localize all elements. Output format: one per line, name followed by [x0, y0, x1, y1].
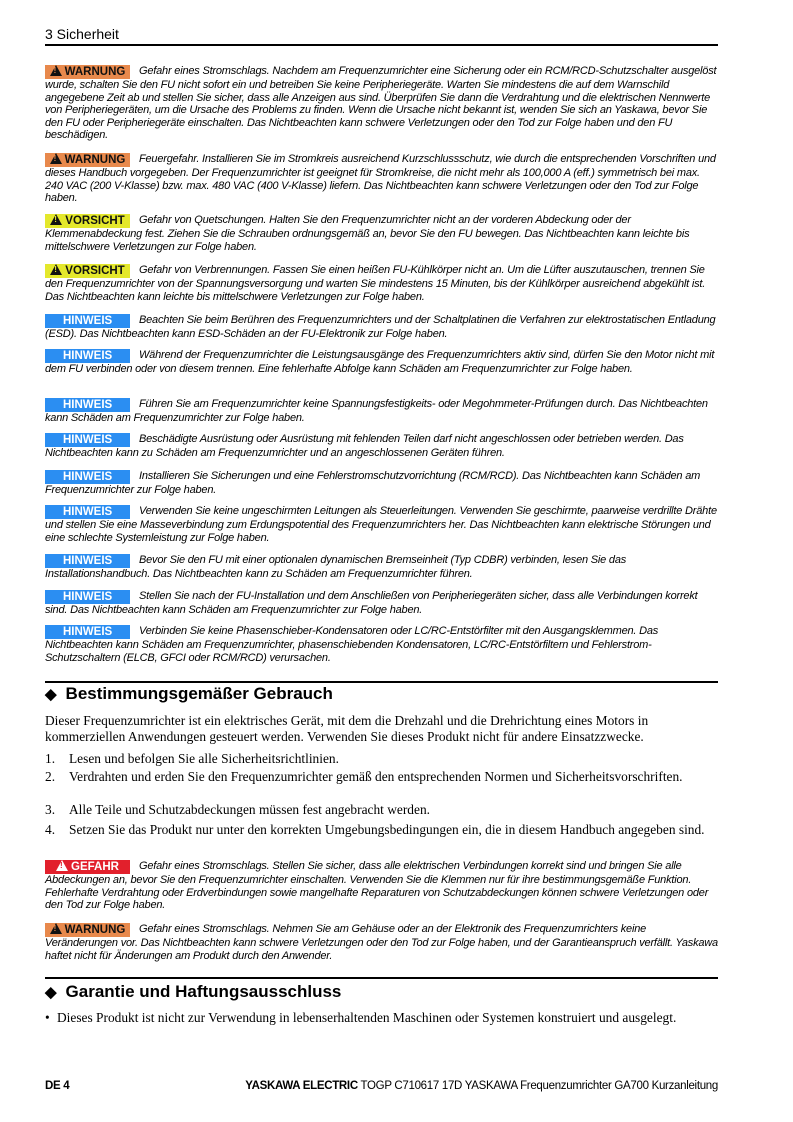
notice-caution	[45, 214, 718, 253]
notice-warn	[45, 923, 718, 962]
warn-label	[45, 923, 130, 937]
notice-note	[45, 433, 718, 460]
label-text: GEFAHR	[71, 861, 119, 873]
label-text: HINWEIS	[63, 434, 113, 446]
diamond-icon: ◆	[45, 686, 57, 703]
notice-note	[45, 314, 718, 341]
note-label	[45, 314, 130, 328]
warning-triangle-icon	[56, 860, 68, 871]
label-text: HINWEIS	[63, 399, 113, 411]
list-number: 1.	[45, 751, 56, 766]
label-text: HINWEIS	[63, 506, 113, 518]
note-label	[45, 349, 130, 363]
bullet-text: Dieses Produkt ist nicht zur Verwendung in lebenserhaltenden Maschinen oder Systemen konstruiert und ausgelegt.	[57, 1010, 677, 1025]
notice-note	[45, 590, 718, 617]
chapter-header: 3 Sicherheit	[45, 26, 119, 42]
bullet-item	[45, 1010, 707, 1026]
caution-label	[45, 264, 130, 278]
label-text: VORSICHT	[65, 265, 125, 277]
notice-text: Bevor Sie den FU mit einer optionalen dynamischen Bremseinheit (Typ CDBR) verbinden, lesen Sie das Installationshandbuch. Das Nichtbeachten kann zu Schäden am Frequenzumrichter führen.	[45, 554, 627, 580]
list-text: Lesen und befolgen Sie alle Sicherheitsrichtlinien.	[69, 751, 339, 766]
note-label	[45, 398, 130, 412]
list-text: Alle Teile und Schutzabdeckungen müssen fest angebracht werden.	[69, 802, 430, 817]
list-number: 3.	[45, 802, 56, 817]
notice-note	[45, 470, 718, 497]
list-item	[45, 822, 709, 838]
warning-triangle-icon	[50, 65, 62, 76]
notice-text: Gefahr eines Stromschlags. Nachdem am Frequenzumrichter eine Sicherung oder ein RCM/RCD-Schutzschalter ausgelöst wurde, schalten Sie den FU nicht sofort ein und betreiben Sie keine Peripheriegeräte. Warten Sie mindestens die auf dem Warnschild angegebene Zeit ab und stellen Sie sicher, dass alle Anzeigen aus sind. Überprüfen Sie dann die Verdrahtung und die elektrischen Nennwerte von Peripheriegeräten, um die Ursache des Problems zu finden. Wenn die Ursache nicht bekannt ist, wenden Sie sich an Yaskawa, bevor Sie den FU oder Peripheriegeräte einschalten. Das Nichtbeachten kann schwere Verletzungen oder den Tod zur Folge haben und den FU beschädigen.	[45, 65, 717, 142]
note-label	[45, 625, 130, 639]
label-text: HINWEIS	[63, 591, 113, 603]
notice-warn	[45, 65, 718, 142]
list-item	[45, 751, 709, 767]
notice-note	[45, 505, 718, 544]
warn-label	[45, 153, 130, 167]
notice-danger	[45, 860, 718, 912]
warning-triangle-icon	[50, 923, 62, 934]
label-text: HINWEIS	[63, 555, 113, 567]
bullet-icon: •	[45, 1010, 50, 1025]
header-rule	[45, 44, 718, 46]
note-label	[45, 470, 130, 484]
notice-text: Stellen Sie nach der FU-Installation und dem Anschließen von Peripheriegeräten sicher, dass alle Verbindungen korrekt sind. Das Nichtbeachten kann Schäden am Frequenzumrichter zur Folge haben.	[45, 590, 698, 616]
notice-text: Beschädigte Ausrüstung oder Ausrüstung mit fehlenden Teilen darf nicht angeschlossen oder betrieben werden. Das Nichtbeachten kann zu Schäden am Frequenzumrichter und an angeschlossenen Geräten führen.	[45, 433, 684, 459]
notice-text: Installieren Sie Sicherungen und eine Fehlerstromschutzvorrichtung (RCM/RCD). Das Nichtbeachten kann Schäden am Frequenzumrichter zur Folge haben.	[45, 470, 701, 496]
footer-brand: YASKAWA ELECTRIC	[245, 1080, 358, 1092]
page-number: DE 4	[45, 1080, 70, 1092]
label-text: WARNUNG	[64, 66, 126, 78]
note-label	[45, 505, 130, 519]
note-label	[45, 590, 130, 604]
label-text: HINWEIS	[63, 626, 113, 638]
label-text: WARNUNG	[64, 154, 126, 166]
notice-text: Gefahr von Quetschungen. Halten Sie den Frequenzumrichter nicht an der vorderen Abdeckung oder der Klemmenabdeckung fest. Ziehen Sie die Schrauben ordnungsgemäß an, bevor Sie den FU bewegen. Das Nichtbeachten kann leichte bis mittelschwere Verletzungen zur Folge haben.	[45, 214, 690, 253]
list-number: 4.	[45, 822, 56, 837]
notice-warn	[45, 153, 718, 205]
label-text: WARNUNG	[64, 924, 126, 936]
notice-text: Feuergefahr. Installieren Sie im Stromkreis ausreichend Kurzschlussschutz, wie durch die entsprechenden Vorschriften und dieses Handbuch vorgegeben. Der Frequenzumrichter ist geeignet für Stromkreise, die nicht mehr als 100,000 A (eff.) symmetrisch bei max. 240 VAC (200 V-Klasse) bzw. max. 480 VAC (400 V-Klasse) liefern. Das Nichtbeachten kann schwere Verletzungen oder den Tod zur Folge haben.	[45, 153, 716, 205]
notice-text: Gefahr eines Stromschlags. Nehmen Sie am Gehäuse oder an der Elektronik des Frequenzumrichters keine Veränderungen vor. Das Nichtbeachten kann schwere Verletzungen oder den Tod zur Folge haben, und der Garantieanspruch verfällt. Yaskawa haftet nicht für Änderungen am Produkt durch den Anwender.	[45, 923, 718, 962]
list-item	[45, 802, 709, 818]
note-label	[45, 433, 130, 447]
notice-note	[45, 625, 718, 664]
label-text: VORSICHT	[65, 215, 125, 227]
notice-text: Verbinden Sie keine Phasenschieber-Kondensatoren oder LC/RC-Entstörfilter mit den Ausgangsklemmen. Das Nichtbeachten kann Schäden am Frequenzumrichter, phasenschiebenden Kondensatoren, LC/RC-Entstörfiltern und Fehlerstrom-Schutzschaltern (ELCB, GFCI oder RCM/RCD) verursachen.	[45, 625, 659, 664]
list-text: Verdrahten und erden Sie den Frequenzumrichter gemäß den entsprechenden Normen und Sicherheitsvorschriften.	[69, 769, 683, 784]
note-label	[45, 554, 130, 568]
section-title: Garantie und Haftungsausschluss	[65, 982, 342, 1001]
warn-label	[45, 65, 130, 79]
label-text: HINWEIS	[63, 350, 113, 362]
caution-label	[45, 214, 130, 228]
footer-doc-info	[245, 1080, 718, 1092]
list-number: 2.	[45, 769, 56, 784]
warning-triangle-icon	[50, 264, 62, 275]
notice-text: Beachten Sie beim Berühren des Frequenzumrichters und der Schaltplatinen die Verfahren zur elektrostatischen Entladung (ESD). Das Nichtbeachten kann ESD-Schäden an der FU-Elektronik zur Folge haben.	[45, 314, 716, 340]
notice-text: Verwenden Sie keine ungeschirmten Leitungen als Steuerleitungen. Verwenden Sie geschirmte, paarweise verdrillte Drähte und stellen Sie eine Masseverbindung zum Erdungspotential des Frequenzumrichters her. Das Nichtbeachten kann elektrische Störungen und eine schlechte Systemleistung zur Folge haben.	[45, 505, 717, 544]
notice-text: Führen Sie am Frequenzumrichter keine Spannungsfestigkeits- oder Megohmmeter-Prüfungen durch. Das Nichtbeachten kann Schäden am Frequenzumrichter zur Folge haben.	[45, 398, 708, 424]
section-rule	[45, 681, 718, 683]
notice-note	[45, 398, 718, 425]
footer-doc-title: TOGP C710617 17D YASKAWA Frequenzumrichter GA700 Kurzanleitung	[360, 1080, 718, 1092]
warning-triangle-icon	[50, 214, 62, 225]
label-text: HINWEIS	[63, 315, 113, 327]
section-title: Bestimmungsgemäßer Gebrauch	[65, 684, 333, 703]
notice-text: Gefahr eines Stromschlags. Stellen Sie sicher, dass alle elektrischen Verbindungen korrekt sind und bringen Sie alle Abdeckungen an, bevor Sie den Frequenzumrichter einschalten. Verwenden Sie die Klemmen nur für ihre bestimmungsgemäße Funktion. Fehlerhafte Verdrahtung oder Erdverbindungen sowie mangelhafte Reparaturen von Schutzabdeckungen können schwere Verletzungen oder den Tod zur Folge haben.	[45, 860, 709, 912]
section-rule	[45, 977, 718, 979]
notice-text: Gefahr von Verbrennungen. Fassen Sie einen heißen FU-Kühlkörper nicht an. Um die Lüfter auszutauschen, trennen Sie den Frequenzumrichter von der Spannungsversorgung und warten Sie mindestens 15 Minuten, bis der Kühlkörper ausreichend abgekühlt ist. Das Nichtbeachten kann leichte bis mittelschwere Verletzungen zur Folge haben.	[45, 264, 706, 303]
notice-note	[45, 554, 718, 581]
list-item	[45, 769, 709, 785]
diamond-icon: ◆	[45, 984, 57, 1001]
section-heading	[45, 982, 341, 1002]
notice-caution	[45, 264, 718, 303]
warning-triangle-icon	[50, 153, 62, 164]
intro-paragraph: Dieser Frequenzumrichter ist ein elektrisches Gerät, mit dem die Drehzahl und die Drehrichtung eines Motors in kommerziellen Anwendungen gesteuert werden. Verwenden Sie dieses Produkt nicht für andere Einsatzzwecke.	[45, 713, 649, 744]
label-text: HINWEIS	[63, 471, 113, 483]
notice-text: Während der Frequenzumrichter die Leistungsausgänge des Frequenzumrichters aktiv sind, dürfen Sie den Motor nicht mit dem FU verbinden oder von diesem trennen. Eine fehlerhafte Abfolge kann Schäden am Frequenzumrichter zur Folge haben.	[45, 349, 715, 375]
danger-label	[45, 860, 130, 874]
section-heading	[45, 684, 333, 704]
list-text: Setzen Sie das Produkt nur unter den korrekten Umgebungsbedingungen ein, die in diesem Handbuch angegeben sind.	[69, 822, 705, 837]
notice-note	[45, 349, 718, 376]
